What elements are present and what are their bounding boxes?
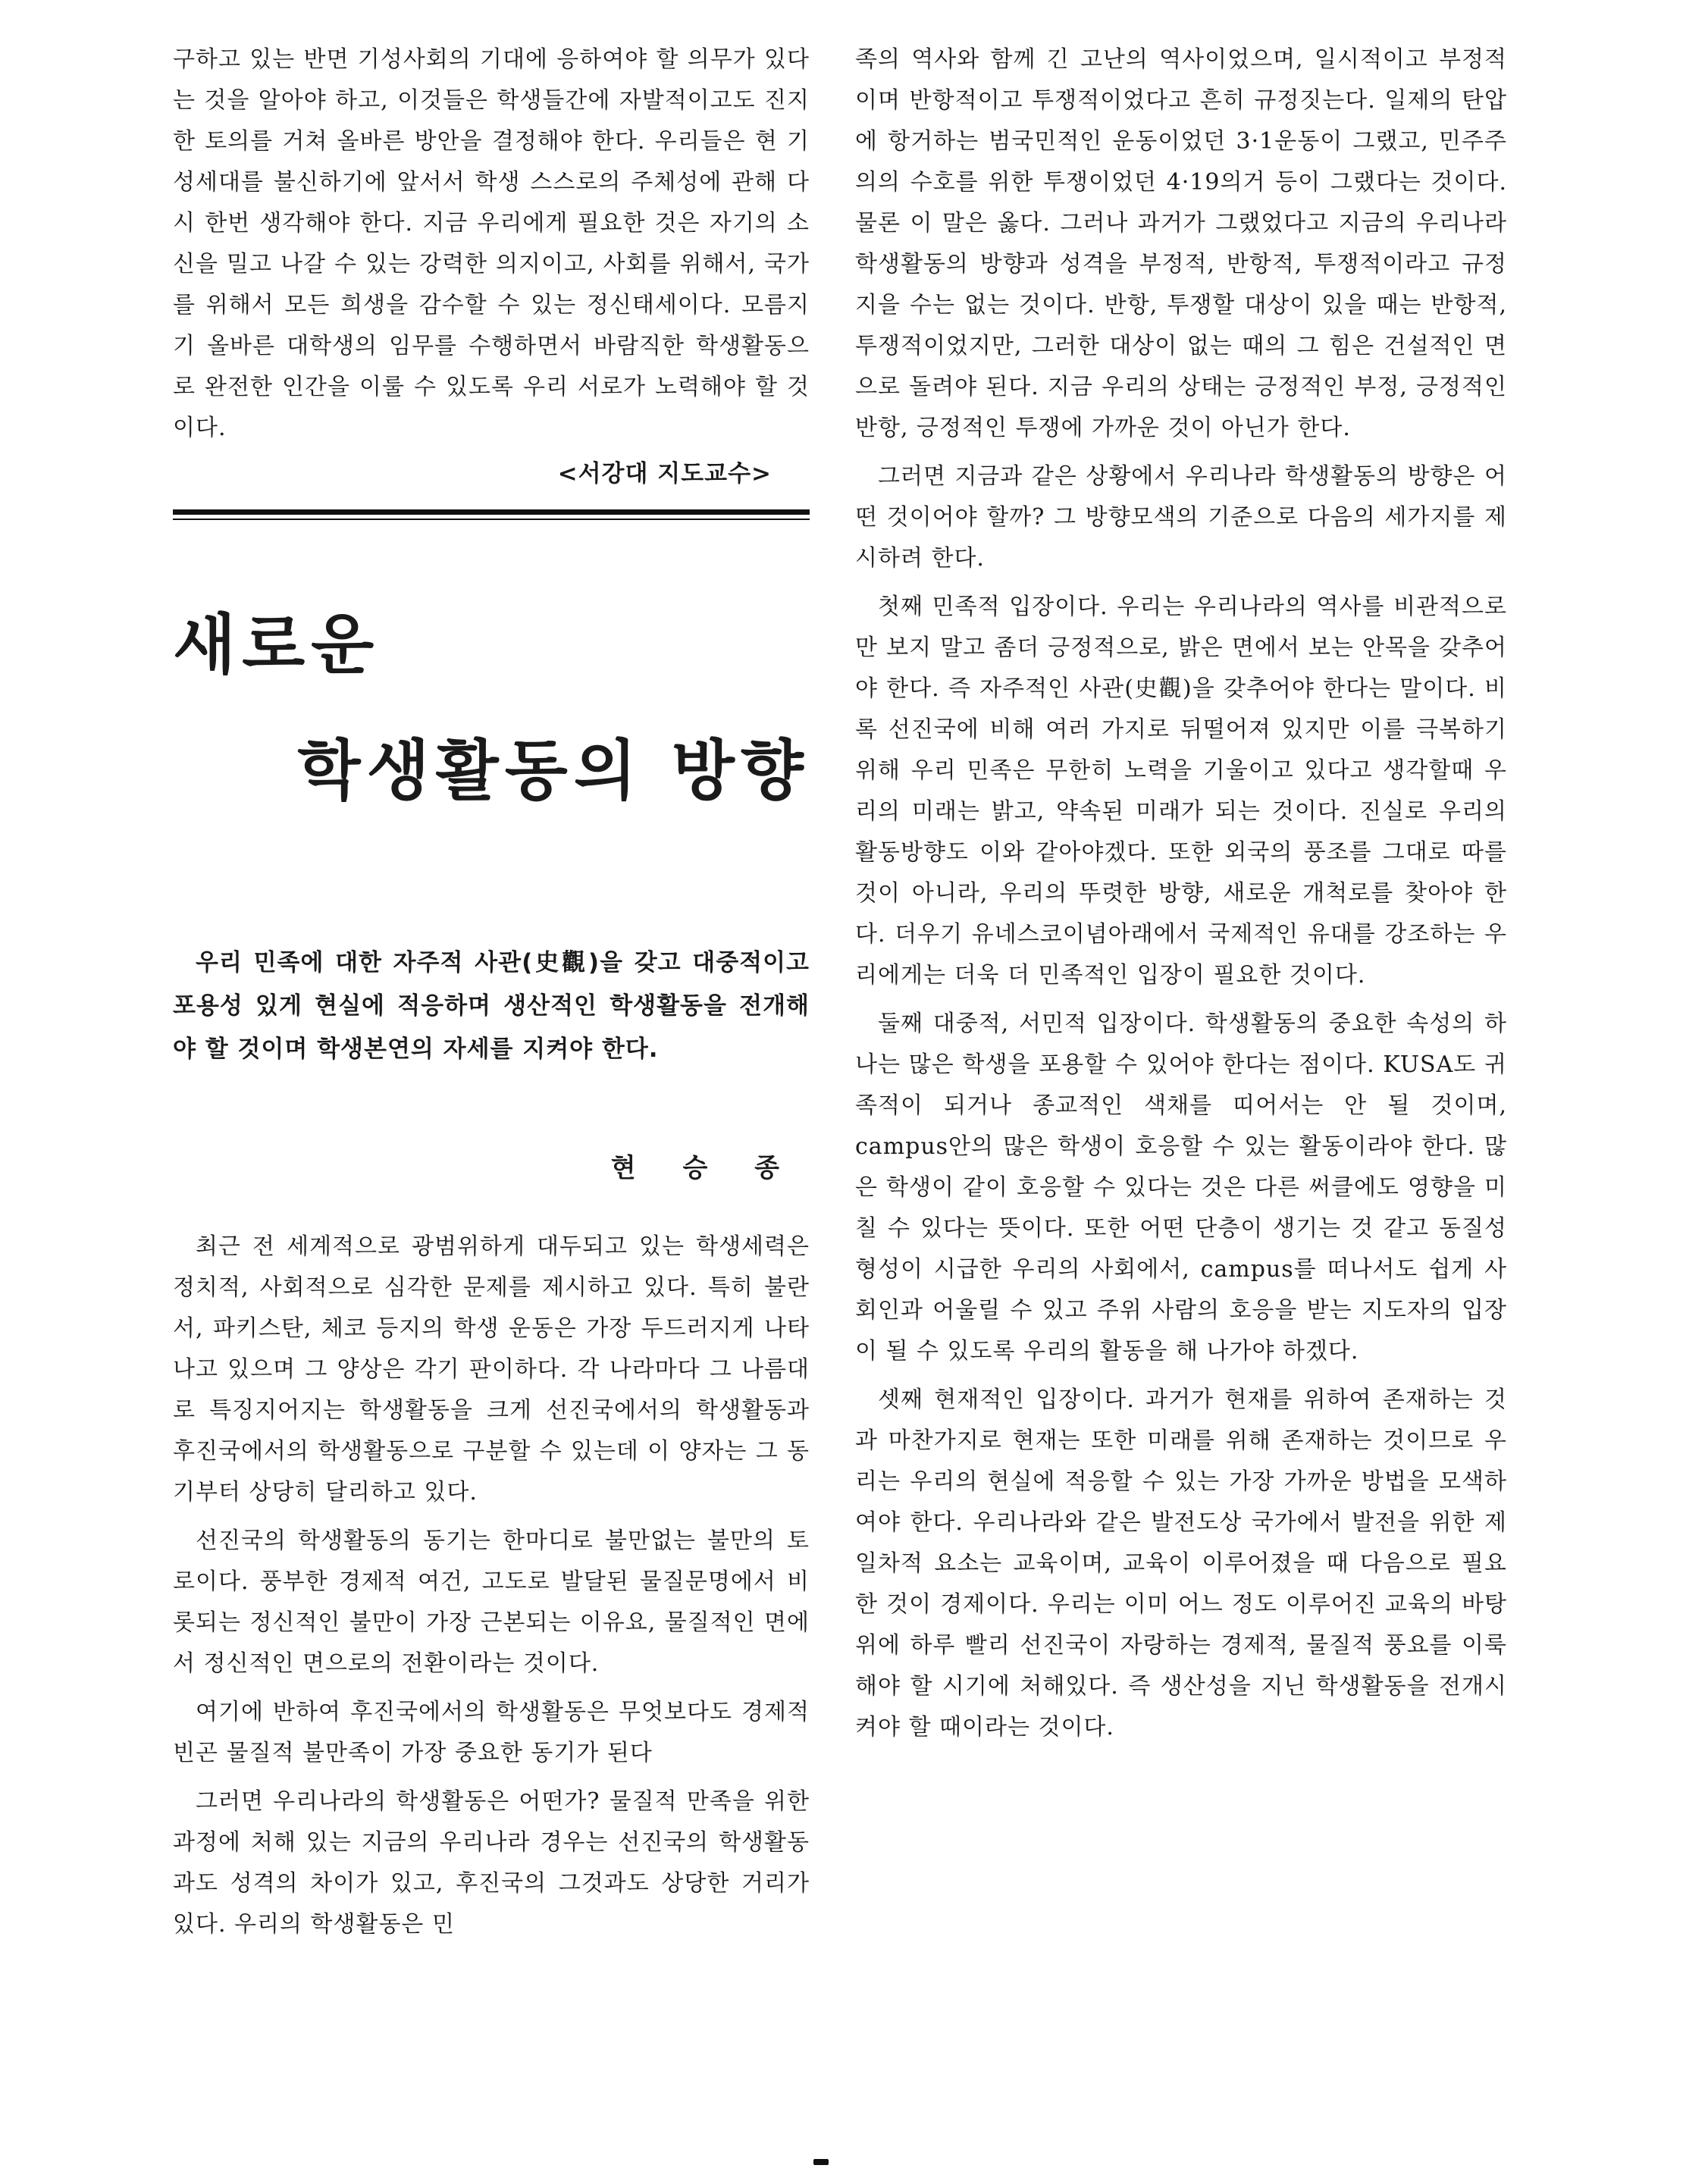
body-paragraph: 최근 전 세계적으로 광범위하게 대두되고 있는 학생세력은 정치적, 사회적으로 심각한 문제를 제시하고 있다. 특히 불란서, 파키스탄, 체코 등지의 학생 운동은 가장 두드러지게 나타나고 있으며 그 양상은 각기 판이하다. 각 나라마다 그 나름대로 특징지어지는 학생활동을 크게 선진국에서의 학생활동과 후진국에서의 학생활동으로 구분할 수 있는데 이 양자는 그 동기부터 상당히 달리하고 있다. [173, 1233, 810, 1506]
continuation-paragraph: 구하고 있는 반면 기성사회의 기대에 응하여야 할 의무가 있다는 것을 알아야 하고, 이것들은 학생들간에 자발적이고도 진지한 토의를 거쳐 올바른 방안을 결정해야 한다. 우리들은 현 기성세대를 불신하기에 앞서서 학생 스스로의 주체성에 관해 다시 한번 생각해야 한다. 지금 우리에게 필요한 것은 자기의 소신을 밀고 나갈 수 있는 강력한 의지이고, 사회를 위해서, 국가를 위해서 모든 희생을 감수할 수 있는 정신태세이다. 모름지기 올바른 대학생의 임무를 수행하면서 바람직한 학생활동으로 완전한 인간을 이룰 수 있도록 우리 서로가 노력해야 할 것이다. [173, 46, 810, 441]
body-paragraph: 선진국의 학생활동의 동기는 한마디로 불만없는 불만의 토로이다. 풍부한 경제적 여건, 고도로 발달된 물질문명에서 비롯되는 정신적인 불만이 가장 근본되는 이유요, 물질적인 면에서 정신적인 면으로의 전환이라는 것이다. [173, 1528, 810, 1677]
article-lead: 우리 민족에 대한 자주적 사관(史觀)을 갖고 대중적이고 포용성 있게 현실에 적응하며 생산적인 학생활동을 전개해야 할 것이며 학생본연의 자세를 지켜야 한다. [173, 949, 810, 1063]
body-paragraph: 족의 역사와 함께 긴 고난의 역사이었으며, 일시적이고 부정적이며 반항적이고 투쟁적이었다고 흔히 규정짓는다. 일제의 탄압에 항거하는 범국민적인 운동이었던 3·1운동이 그랬고, 민주주의의 수호를 위한 투쟁이었던 4·19의거 등이 그랬다는 것이다. 물론 이 말은 옳다. 그러나 과거가 그랬었다고 지금의 우리나라 학생활동의 방향과 성격을 부정적, 반항적, 투쟁적이라고 규정지을 수는 없는 것이다. 반항, 투쟁할 대상이 있을 때는 반항적, 투쟁적이었지만, 그러한 대상이 없는 때의 그 힘은 건설적인 면으로 돌려야 된다. 지금 우리의 상태는 긍정적인 부정, 긍정적인 반항, 긍정적인 투쟁에 가까운 것이 아닌가 한다. [855, 46, 1507, 441]
body-paragraph: 첫째 민족적 입장이다. 우리는 우리나라의 역사를 비관적으로만 보지 말고 좀더 긍정적으로, 밝은 면에서 보는 안목을 갖추어야 한다. 즉 자주적인 사관(史觀)을 갖추어야 한다는 말이다. 비록 선진국에 비해 여러 가지로 뒤떨어져 있지만 이를 극복하기 위해 우리 민족은 무한히 노력을 기울이고 있다고 생각할때 우리의 미래는 밝고, 약속된 미래가 되는 것이다. 진실로 우리의 활동방향도 이와 같아야겠다. 또한 외국의 풍조를 그대로 따를 것이 아니라, 우리의 뚜렷한 방향, 새로운 개척로를 찾아야 한다. 더우기 유네스코이념아래에서 국제적인 유대를 강조하는 우리에게는 더욱 더 민족적인 입장이 필요한 것이다. [855, 594, 1507, 989]
author-affiliation: <서강대 지도교수> [557, 460, 772, 487]
article-body-left [173, 1227, 810, 1945]
section-divider-thin [173, 519, 810, 520]
left-column [173, 39, 810, 1945]
body-paragraph: 그러면 지금과 같은 상황에서 우리나라 학생활동의 방향은 어떤 것이어야 할까? 그 방향모색의 기준으로 다음의 세가지를 제시하려 한다. [855, 463, 1507, 572]
body-paragraph: 둘째 대중적, 서민적 입장이다. 학생활동의 중요한 속성의 하나는 많은 학생을 포용할 수 있어야 한다는 점이다. KUSA도 귀족적이 되거나 종교적인 색채를 띠어서는 안 될 것이며, campus안의 많은 학생이 호응할 수 있는 활동이라야 한다. 많은 학생이 같이 호응할 수 있다는 것은 다른 써클에도 영향을 미칠 수 있다는 뜻이다. 또한 어떤 단층이 생기는 것 같고 동질성 형성이 시급한 우리의 사회에서, campus를 떠나서도 쉽게 사회인과 어울릴 수 있고 주위 사람의 호응을 받는 지도자의 입장이 될 수 있도록 우리의 활동을 해 나가야 하겠다. [855, 1011, 1507, 1365]
body-paragraph: 셋째 현재적인 입장이다. 과거가 현재를 위하여 존재하는 것과 마찬가지로 현재는 또한 미래를 위해 존재하는 것이므로 우리는 우리의 현실에 적응할 수 있는 가장 가까운 방법을 모색하여야 한다. 우리나라와 같은 발전도상 국가에서 발전을 위한 제일차적 요소는 교육이며, 교육이 이루어졌을 때 다음으로 필요한 것이 경제이다. 우리는 이미 어느 정도 이루어진 교육의 바탕위에 하루 빨리 선진국이 자랑하는 경제적, 물질적 풍요를 이룩해야 할 시기에 처해있다. 즉 생산성을 지닌 학생활동을 전개시켜야 할 때이라는 것이다. [855, 1387, 1507, 1741]
article-title-line-2: 학생활동의 방향 [297, 733, 810, 809]
print-mark [813, 2159, 829, 2165]
section-divider-thick [173, 509, 810, 515]
right-column [855, 39, 1507, 1748]
body-paragraph: 그러면 우리나라의 학생활동은 어떤가? 물질적 만족을 위한 과정에 처해 있는 지금의 우리나라 경우는 선진국의 학생활동과도 성격의 차이가 있고, 후진국의 그것과도 상당한 거리가 있다. 우리의 학생활동은 민 [173, 1788, 810, 1938]
article-author: 현 승 종 [610, 1153, 779, 1183]
article-title-line-1: 새로운 [173, 607, 381, 683]
body-paragraph: 여기에 반하여 후진국에서의 학생활동은 무엇보다도 경제적 빈곤 물질적 불만족이 가장 중요한 동기가 된다 [173, 1699, 810, 1766]
